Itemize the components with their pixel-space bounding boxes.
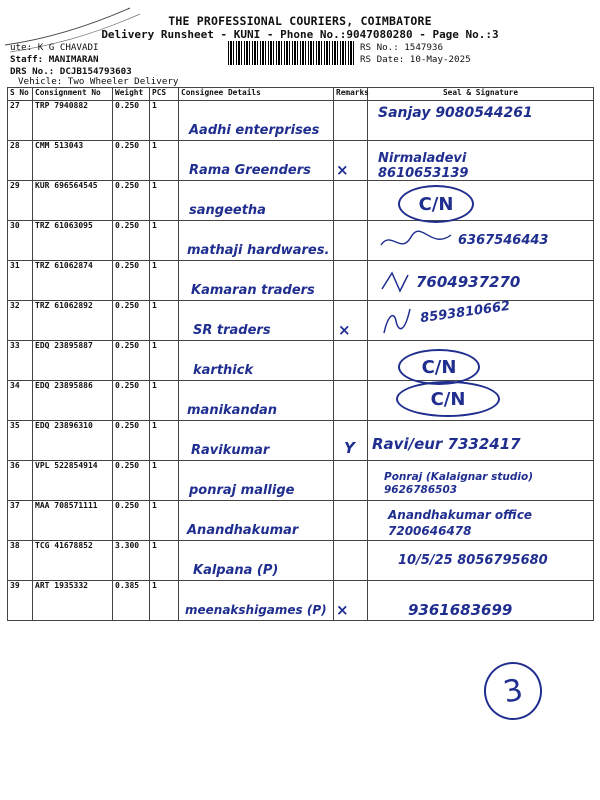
row-sno: 30: [8, 221, 33, 261]
row-consignee-cell: [179, 181, 334, 221]
cn-stamp: C/N: [396, 381, 500, 417]
vehicle-line: Vehicle: Two Wheeler Delivery: [18, 76, 179, 87]
table-row: [8, 301, 594, 341]
row-signature: Sanjay 9080544261: [378, 105, 533, 121]
row-remark: Y: [344, 439, 355, 457]
row-pcs: 1: [150, 501, 179, 541]
row-pcs: 1: [150, 221, 179, 261]
row-sno: 35: [8, 421, 33, 461]
row-seal-cell: [368, 261, 594, 301]
col-consignment: Consignment No: [33, 88, 113, 101]
row-sno: 28: [8, 141, 33, 181]
row-sno: 39: [8, 581, 33, 621]
row-remark-cell: [334, 461, 368, 501]
row-signature: 8593810662: [419, 298, 512, 327]
row-pcs: 1: [150, 141, 179, 181]
row-seal-cell: [368, 298, 594, 341]
route-value: K G CHAVADI: [37, 42, 99, 53]
row-consignee-cell: [179, 421, 334, 461]
row-seal-cell: [368, 461, 594, 501]
drs-line: DRS No.: DCJB154793603: [10, 66, 132, 77]
table-row: [8, 541, 594, 581]
row-remark-cell: [334, 141, 368, 181]
row-weight: 0.250: [113, 261, 150, 301]
table-row: [8, 381, 594, 421]
row-consignment: TRP 7940882: [33, 101, 113, 141]
row-weight: 0.250: [113, 221, 150, 261]
table-row: [8, 181, 594, 221]
row-consignee-cell: [179, 221, 334, 261]
row-remark-cell: [334, 261, 368, 301]
route-prefix: ute:: [10, 42, 33, 53]
row-consignee-cell: [179, 541, 334, 581]
row-sno: 27: [8, 101, 33, 141]
row-signature: 9361683699: [408, 601, 513, 619]
row-consignment: TRZ 61063095: [33, 221, 113, 261]
row-sno: 38: [8, 541, 33, 581]
row-remark: ×: [338, 321, 351, 339]
signature-scribble: [376, 225, 456, 253]
runsheet-subtitle: Delivery Runsheet - KUNI - Phone No.:9047080280 - Page No.:3: [101, 28, 499, 41]
row-remark-cell: [334, 221, 368, 261]
row-seal-cell: [368, 501, 594, 541]
row-consignment: TRZ 61062874: [33, 261, 113, 301]
row-consignee: ponraj mallige: [189, 483, 295, 498]
table-row: [8, 501, 594, 541]
row-signature: 10/5/25 8056795680: [398, 553, 548, 568]
row-consignee-cell: [179, 141, 334, 181]
signature-scribble: [378, 269, 412, 295]
row-seal-cell: [368, 541, 594, 581]
row-weight: 0.250: [113, 501, 150, 541]
row-signature: Ravi/eur 7332417: [372, 435, 521, 453]
row-sno: 37: [8, 501, 33, 541]
row-consignee-cell: [179, 381, 334, 421]
row-consignee: Ravikumar: [191, 443, 270, 458]
row-sno: 29: [8, 181, 33, 221]
row-remark-cell: [334, 421, 368, 461]
table-header: [8, 88, 594, 101]
col-weight: Weight: [113, 88, 150, 101]
row-consignee: Aadhi enterprises: [189, 123, 320, 138]
row-consignment: EDQ 23895886: [33, 381, 113, 421]
row-weight: 0.250: [113, 421, 150, 461]
row-remark-cell: [334, 301, 368, 341]
row-weight: 0.250: [113, 141, 150, 181]
row-remark: ×: [336, 601, 349, 619]
row-consignee: mathaji hardwares.: [187, 243, 330, 258]
row-pcs: 1: [150, 581, 179, 621]
row-remark-cell: [334, 581, 368, 621]
row-consignee: manikandan: [187, 403, 278, 418]
staff-line: Staff: MANIMARAN: [10, 54, 99, 65]
row-signature: Anandhakumar office 7200646478: [388, 508, 533, 538]
row-pcs: 1: [150, 181, 179, 221]
cn-stamp: C/N: [398, 185, 474, 223]
col-pcs: PCS: [150, 88, 179, 101]
table-row: [8, 261, 594, 301]
row-consignment: CMM 513043: [33, 141, 113, 181]
row-consignee: Rama Greenders: [189, 163, 311, 178]
row-remark-cell: [334, 181, 368, 221]
row-signature: 7604937270: [416, 273, 521, 291]
table-row: [8, 461, 594, 501]
row-sno: 31: [8, 261, 33, 301]
row-signature: Nirmaladevi 8610653139: [378, 151, 469, 181]
row-weight: 0.250: [113, 101, 150, 141]
runsheet-table: [7, 87, 594, 621]
table-row: [8, 341, 594, 381]
row-consignment: MAA 708571111: [33, 501, 113, 541]
table-row: [8, 141, 594, 181]
row-consignment: EDQ 23895887: [33, 341, 113, 381]
row-sno: 33: [8, 341, 33, 381]
row-consignee: SR traders: [193, 323, 271, 338]
row-weight: 0.250: [113, 341, 150, 381]
row-remark-cell: [334, 501, 368, 541]
table-row: [8, 101, 594, 141]
row-seal-cell: [368, 221, 594, 261]
rs-no: RS No.: 1547936: [360, 42, 443, 53]
row-weight: 0.250: [113, 381, 150, 421]
row-seal-cell: [368, 181, 594, 221]
row-consignee-cell: [179, 101, 334, 141]
row-consignee-cell: [179, 461, 334, 501]
row-pcs: 1: [150, 101, 179, 141]
page-mark-stamp: 3: [479, 657, 546, 724]
row-pcs: 1: [150, 461, 179, 501]
row-sno: 36: [8, 461, 33, 501]
row-pcs: 1: [150, 381, 179, 421]
row-consignment: TCG 41678852: [33, 541, 113, 581]
row-seal-cell: [368, 141, 594, 181]
company-title: THE PROFESSIONAL COURIERS, COIMBATORE: [168, 14, 432, 28]
route-line: [10, 42, 99, 53]
row-seal-cell: [368, 381, 594, 421]
row-consignee: Kalpana (P): [193, 563, 279, 578]
row-consignee: sangeetha: [189, 203, 266, 218]
col-consignee: Consignee Details: [179, 88, 334, 101]
row-consignee-cell: [179, 501, 334, 541]
row-consignee: Anandhakumar: [187, 523, 299, 538]
row-consignee-cell: [179, 261, 334, 301]
row-seal-cell: [368, 101, 594, 141]
row-pcs: 1: [150, 421, 179, 461]
row-consignment: EDQ 23896310: [33, 421, 113, 461]
table-row: [8, 221, 594, 261]
row-weight: 0.250: [113, 461, 150, 501]
row-sno: 32: [8, 301, 33, 341]
row-consignee-cell: [179, 341, 334, 381]
row-pcs: 1: [150, 541, 179, 581]
row-weight: 3.300: [113, 541, 150, 581]
row-remark-cell: [334, 101, 368, 141]
row-seal-cell: [368, 341, 594, 381]
table-row: [8, 421, 594, 461]
row-consignment: KUR 696564545: [33, 181, 113, 221]
row-pcs: 1: [150, 301, 179, 341]
row-consignment: TRZ 61062892: [33, 301, 113, 341]
row-consignment: ART 1935332: [33, 581, 113, 621]
col-seal: Seal & Signature: [368, 88, 594, 101]
row-remark-cell: [334, 341, 368, 381]
row-seal-cell: [368, 421, 594, 461]
row-consignee-cell: [179, 581, 334, 621]
row-consignment: VPL 522854914: [33, 461, 113, 501]
row-remark-cell: [334, 381, 368, 421]
col-remarks: Remarks: [334, 88, 368, 101]
cn-stamp: C/N: [398, 349, 480, 385]
row-remark-cell: [334, 541, 368, 581]
row-seal-cell: [368, 581, 594, 621]
rs-date: RS Date: 10-May-2025: [360, 54, 471, 65]
row-consignee: Kamaran traders: [191, 283, 315, 298]
row-weight: 0.250: [113, 301, 150, 341]
row-consignee-cell: [179, 301, 334, 341]
table-row: [8, 581, 594, 621]
row-consignee: meenakshigames (P): [185, 603, 327, 617]
row-sno: 34: [8, 381, 33, 421]
row-remark: ×: [336, 161, 349, 179]
col-sno: S No: [8, 88, 33, 101]
row-pcs: 1: [150, 341, 179, 381]
row-weight: 0.250: [113, 181, 150, 221]
row-weight: 0.385: [113, 581, 150, 621]
row-pcs: 1: [150, 261, 179, 301]
row-signature: Ponraj (Kalaignar studio) 9626786503: [384, 471, 533, 496]
barcode: [228, 41, 354, 65]
row-signature: 6367546443: [458, 233, 549, 248]
signature-scribble: [378, 305, 414, 337]
row-consignee: karthick: [193, 363, 254, 378]
